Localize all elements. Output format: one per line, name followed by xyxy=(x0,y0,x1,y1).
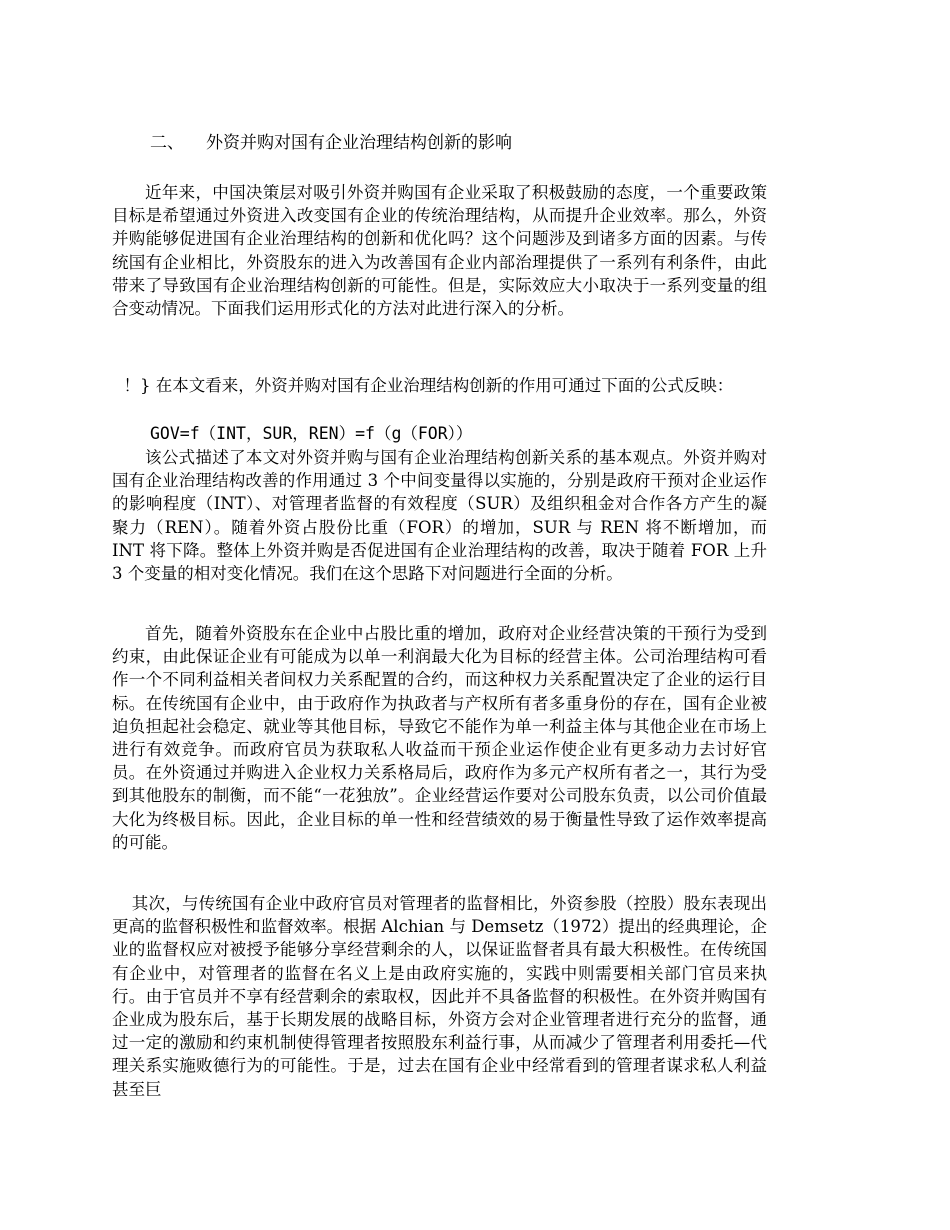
paragraph-intro: 近年来，中国决策层对吸引外资并购国有企业采取了积极鼓励的态度，一个重要政策目标是希望通过外资进入改变国有企业的传统治理结构，从而提升企业效率。那么，外资并购能够促进国有企业治理结构的创新和优化吗？这个问题涉及到诸多方面的因素。与传统国有企业相比，外资股东的进入为改善国有企业内部治理提供了一系列有利条件，由此带来了导致国有企业治理结构创新的可能性。但是，实际效应大小取决于一系列变量的组合变动情况。下面我们运用形式化的方法对此进行深入的分析。 xyxy=(112,183,767,319)
formula: GOV=f（INT，SUR，REN）=f（g（FOR）） xyxy=(150,424,473,443)
paragraph-formula-explanation: 该公式描述了本文对外资并购与国有企业治理结构创新关系的基本观点。外资并购对国有企业治理结构改善的作用通过 3 个中间变量得以实施的，分别是政府干预对企业运作的影响程度（INT）、对管理者监督的有效程度（SUR）及组织租金对合作各方产生的凝聚力（REN）。随着外资占股份比重（FOR）的增加，SUR 与 REN 将不断增加，而 INT 将下降。整体上外资并购是否促进国有企业治理结构的改善，取决于随着 FOR 上升 3 个变量的相对变化情况。我们在这个思路下对问题进行全面的分析。 xyxy=(112,448,767,584)
section-heading xyxy=(150,131,512,155)
paragraph-first-point: 首先，随着外资股东在企业中占股比重的增加，政府对企业经营决策的干预行为受到约束，由此保证企业有可能成为以单一利润最大化为目标的经营主体。公司治理结构可看作一个不同利益相关者间权力关系配置的合约，而这种权力关系配置决定了企业的运行目标。在传统国有企业中，由于政府作为执政者与产权所有者多重身份的存在，国有企业被迫负担起社会稳定、就业等其他目标，导致它不能作为单一利益主体与其他企业在市场上进行有效竞争。而政府官员为获取私人收益而干预企业运作使企业有更多动力去讨好官员。在外资通过并购进入企业权力关系格局后，政府作为多元产权所有者之一，其行为受到其他股东的制衡，而不能“一花独放”。企业经营运作要对公司股东负责，以公司价值最大化为终极目标。因此，企业目标的单一性和经营绩效的易于衡量性导致了运作效率提高的可能。 xyxy=(112,624,767,852)
paragraph-formula-intro: ！} 在本文看来，外资并购对国有企业治理结构创新的作用可通过下面的公式反映： xyxy=(123,376,734,395)
section-number: 二、 xyxy=(150,133,184,153)
paragraph-second-point: 其次，与传统国有企业中政府官员对管理者的监督相比，外资参股（控股）股东表现出更高的监督积极性和监督效率。根据 Alchian 与 Demsetz（1972）提出的经典理论，企业的监督权应对被授予能够分享经营剩余的人，以保证监督者具有最大积极性。在传统国有企业中，对管理者的监督在名义上是由政府实施的，实践中则需要相关部门官员来执行。由于官员并不享有经营剩余的索取权，因此并不具备监督的积极性。在外资并购国有企业成为股东后，基于长期发展的战略目标，外资方会对企业管理者进行充分的监督，通过一定的激励和约束机制使得管理者按照股东利益行事，从而减少了管理者利用委托—代理关系实施败德行为的可能性。于是，过去在国有企业中经常看到的管理者谋求私人利益甚至巨 xyxy=(112,894,767,1099)
section-title: 外资并购对国有企业治理结构创新的影响 xyxy=(206,133,512,153)
